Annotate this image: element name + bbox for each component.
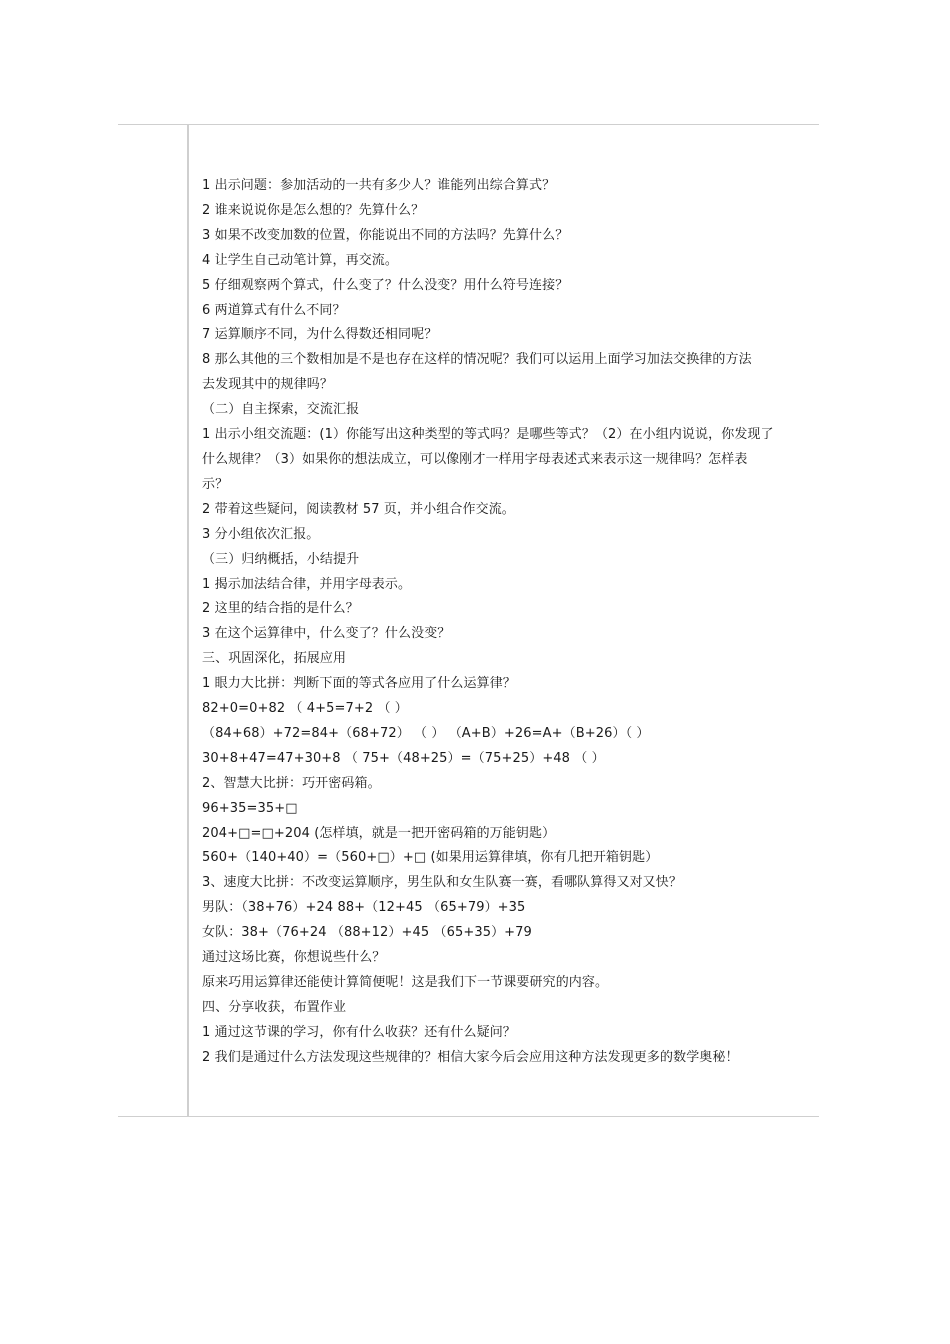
text-line: 3 在这个运算律中，什么变了？什么没变？: [202, 626, 451, 642]
text-line: 3 如果不改变加数的位置，你能说出不同的方法吗？先算什么？: [202, 227, 569, 243]
text-line: 3、速度大比拼：不改变运算顺序，男生队和女生队赛一赛，看哪队算得又对又快？: [202, 875, 682, 891]
text-line: 1 出示问题：参加活动的一共有多少人？谁能列出综合算式？: [202, 178, 556, 193]
table-left-border: [187, 124, 189, 1117]
text-line: 2、智慧大比拼：巧开密码箱。: [202, 775, 381, 791]
text-line: 2 谁来说说你是怎么想的？先算什么？: [202, 202, 425, 218]
text-line: 示？: [202, 476, 229, 492]
text-line: 1 眼力大比拼：判断下面的等式各应用了什么运算律？: [202, 676, 516, 692]
text-line: 4 让学生自己动笔计算，再交流。: [202, 252, 399, 268]
text-line: 2 这里的结合指的是什么？: [202, 601, 359, 617]
section-heading: （三）归纳概括，小结提升: [202, 551, 360, 567]
equation-line: 204+□=□+204 (怎样填，就是一把开密码箱的万能钥匙）: [202, 825, 556, 841]
text-line: 1 出示小组交流题：(1）你能写出这种类型的等式吗？是哪些等式？（2）在小组内说说，你发现了: [202, 427, 774, 443]
equation-line: 560+（140+40）=（560+□）+□ (如果用运算律填，你有几把开箱钥匙）: [202, 850, 659, 866]
section-heading: 四、分享收获，布置作业: [202, 999, 347, 1015]
text-line: 3 分小组依次汇报。: [202, 526, 320, 542]
text-line: 什么规律？（3）如果你的想法成立，可以像刚才一样用字母表述式来表示这一规律吗？怎样表: [202, 451, 748, 467]
text-line: 通过这场比赛，你想说些什么？: [202, 950, 386, 966]
text-line: 7 运算顺序不同，为什么得数还相同呢？: [202, 327, 438, 343]
text-line: 6 两道算式有什么不同？: [202, 302, 346, 318]
table-top-border: [118, 124, 819, 125]
equation-line: 女队：38+（76+24 （88+12）+45 （65+35）+79: [202, 925, 532, 941]
equation-line: 30+8+47=47+30+8 （ 75+（48+25）=（75+25）+48 （ ）: [202, 750, 605, 766]
text-line: 1 通过这节课的学习，你有什么收获？还有什么疑问？: [202, 1024, 516, 1040]
equation-line: 82+0=0+82 （ 4+5=7+2 （ ）: [202, 701, 408, 717]
text-line: 1 揭示加法结合律，并用字母表示。: [202, 576, 412, 592]
text-line: 8 那么其他的三个数相加是不是也存在这样的情况呢？我们可以运用上面学习加法交换律的方法: [202, 352, 752, 368]
text-line: 2 带着这些疑问，阅读教材 57 页，并小组合作交流。: [202, 501, 515, 517]
text-line: 去发现其中的规律吗？: [202, 377, 334, 393]
equation-line: 96+35=35+□: [202, 800, 298, 816]
section-heading: 三、巩固深化，拓展应用: [202, 651, 347, 667]
section-heading: （二）自主探索，交流汇报: [202, 402, 360, 418]
text-line: 5 仔细观察两个算式，什么变了？什么没变？用什么符号连接？: [202, 277, 569, 293]
text-line: 原来巧用运算律还能使计算简便呢！这是我们下一节课要研究的内容。: [202, 975, 609, 990]
table-bottom-border: [118, 1116, 819, 1117]
equation-line: （84+68）+72=84+（68+72） （ ） （A+B）+26=A+（B+26）（ ）: [202, 725, 650, 741]
lesson-text: [202, 174, 812, 1071]
equation-line: 男队：（38+76）+24 88+（12+45 （65+79）+35: [202, 900, 526, 916]
text-line: 2 我们是通过什么方法发现这些规律的？相信大家今后会应用这种方法发现更多的数学奥秘！: [202, 1049, 739, 1065]
